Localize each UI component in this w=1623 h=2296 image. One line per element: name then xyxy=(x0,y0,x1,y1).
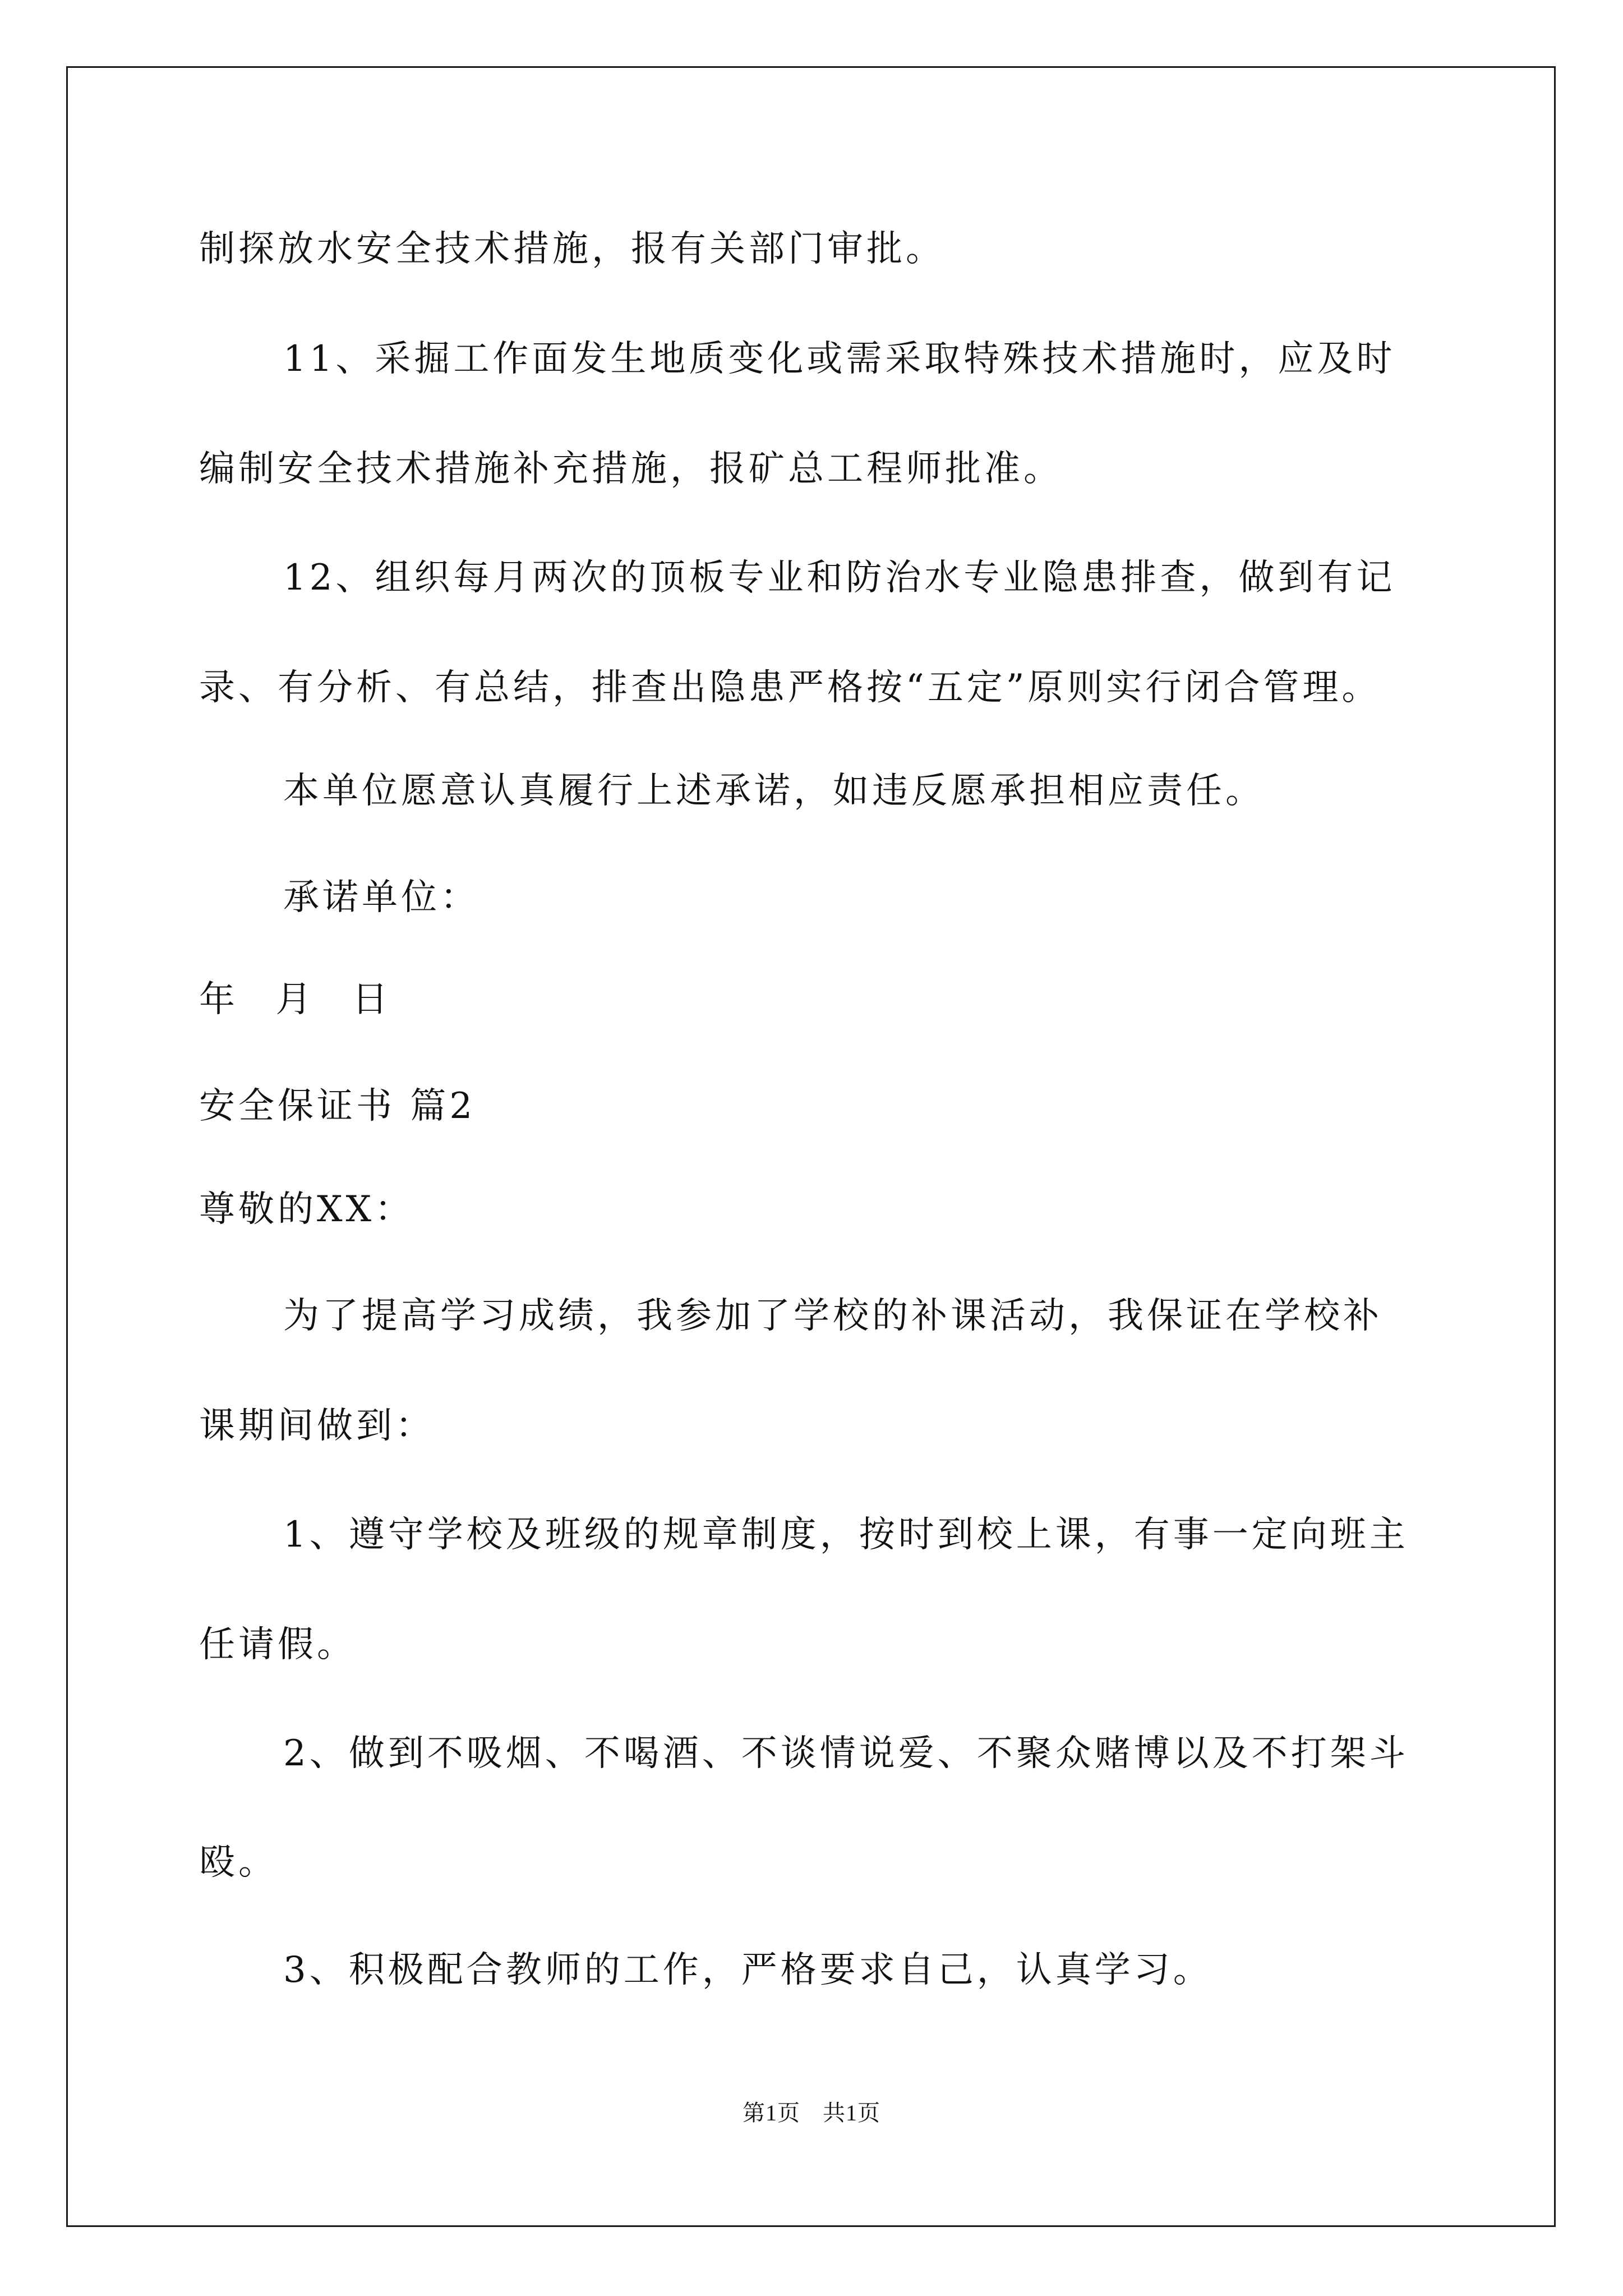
body-line: 编制安全技术措施补充措施，报矿总工程师批准。 xyxy=(199,448,1063,490)
body-line: 承诺单位： xyxy=(283,877,479,918)
body-line: 为了提高学习成绩，我参加了学校的补课活动，我保证在学校补 xyxy=(283,1295,1382,1337)
body-line: 录、有分析、有总结，排查出隐患严格按“五定”原则实行闭合管理。 xyxy=(199,667,1381,708)
body-line: 制探放水安全技术措施，报有关部门审批。 xyxy=(199,228,945,270)
page-number: 第1页 xyxy=(743,2100,800,2125)
body-line: 3、积极配合教师的工作，严格要求自己，认真学习。 xyxy=(283,1949,1212,1991)
body-line: 课期间做到： xyxy=(199,1405,435,1447)
page-border xyxy=(66,66,1556,2227)
body-line: 殴。 xyxy=(199,1842,278,1883)
page-total: 共1页 xyxy=(823,2100,880,2125)
date-line: 年 月 日 xyxy=(199,979,391,1020)
body-line: 11、采掘工作面发生地质变化或需采取特殊技术措施时，应及时 xyxy=(283,338,1396,380)
body-line: 1、遵守学校及班级的规章制度，按时到校上课，有事一定向班主 xyxy=(283,1514,1409,1556)
body-line: 2、做到不吸烟、不喝酒、不谈情说爱、不聚众赌博以及不打架斗 xyxy=(283,1733,1409,1774)
salutation: 尊敬的XX： xyxy=(199,1189,414,1230)
body-line: 12、组织每月两次的顶板专业和防治水专业隐患排查，做到有记 xyxy=(283,557,1396,599)
section-heading: 安全保证书 篇2 xyxy=(199,1085,476,1127)
body-line: 本单位愿意认真履行上述承诺，如违反愿承担相应责任。 xyxy=(283,770,1265,812)
body-line: 任请假。 xyxy=(199,1624,356,1665)
page-footer xyxy=(0,2099,1623,2127)
